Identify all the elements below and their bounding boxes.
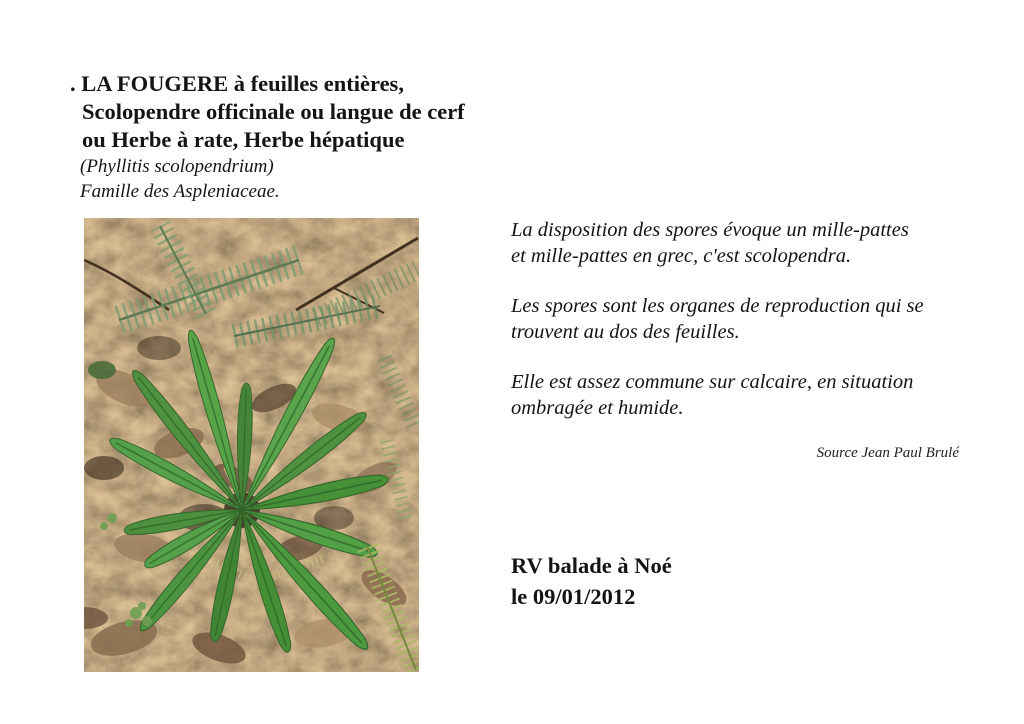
body-column xyxy=(511,217,963,462)
paragraph-spores-organs xyxy=(511,293,963,345)
latin-name: (Phyllitis scolopendrium) xyxy=(80,156,274,177)
rendezvous-place: RV balade à Noé xyxy=(511,553,672,578)
paragraph-habitat xyxy=(511,369,963,421)
page-title-line-3: ou Herbe à rate, Herbe hépatique xyxy=(82,127,405,152)
page-title-line-1: . LA FOUGERE à feuilles entières, xyxy=(70,71,404,96)
body-text-line: La disposition des spores évoque un mille-pattes xyxy=(511,219,909,241)
source-credit: Source Jean Paul Brulé xyxy=(816,445,959,461)
body-text-line: trouvent au dos des feuilles. xyxy=(511,321,740,343)
rendezvous-date: le 09/01/2012 xyxy=(511,584,636,609)
paragraph-spores-evoke xyxy=(511,217,963,269)
title-block xyxy=(70,70,540,204)
body-text-line: et mille-pattes en grec, c'est scolopendra. xyxy=(511,245,852,267)
fern-photo-illustration xyxy=(84,218,419,672)
body-text-line: ombragée et humide. xyxy=(511,397,684,419)
body-text-line: Elle est assez commune sur calcaire, en situation xyxy=(511,371,914,393)
body-text-line: Les spores sont les organes de reproduction qui se xyxy=(511,295,924,317)
fern-photo xyxy=(84,218,419,672)
page-title-line-2: Scolopendre officinale ou langue de cerf xyxy=(82,99,465,124)
footer-block xyxy=(511,550,672,612)
family-name: Famille des Aspleniaceae. xyxy=(80,181,280,202)
